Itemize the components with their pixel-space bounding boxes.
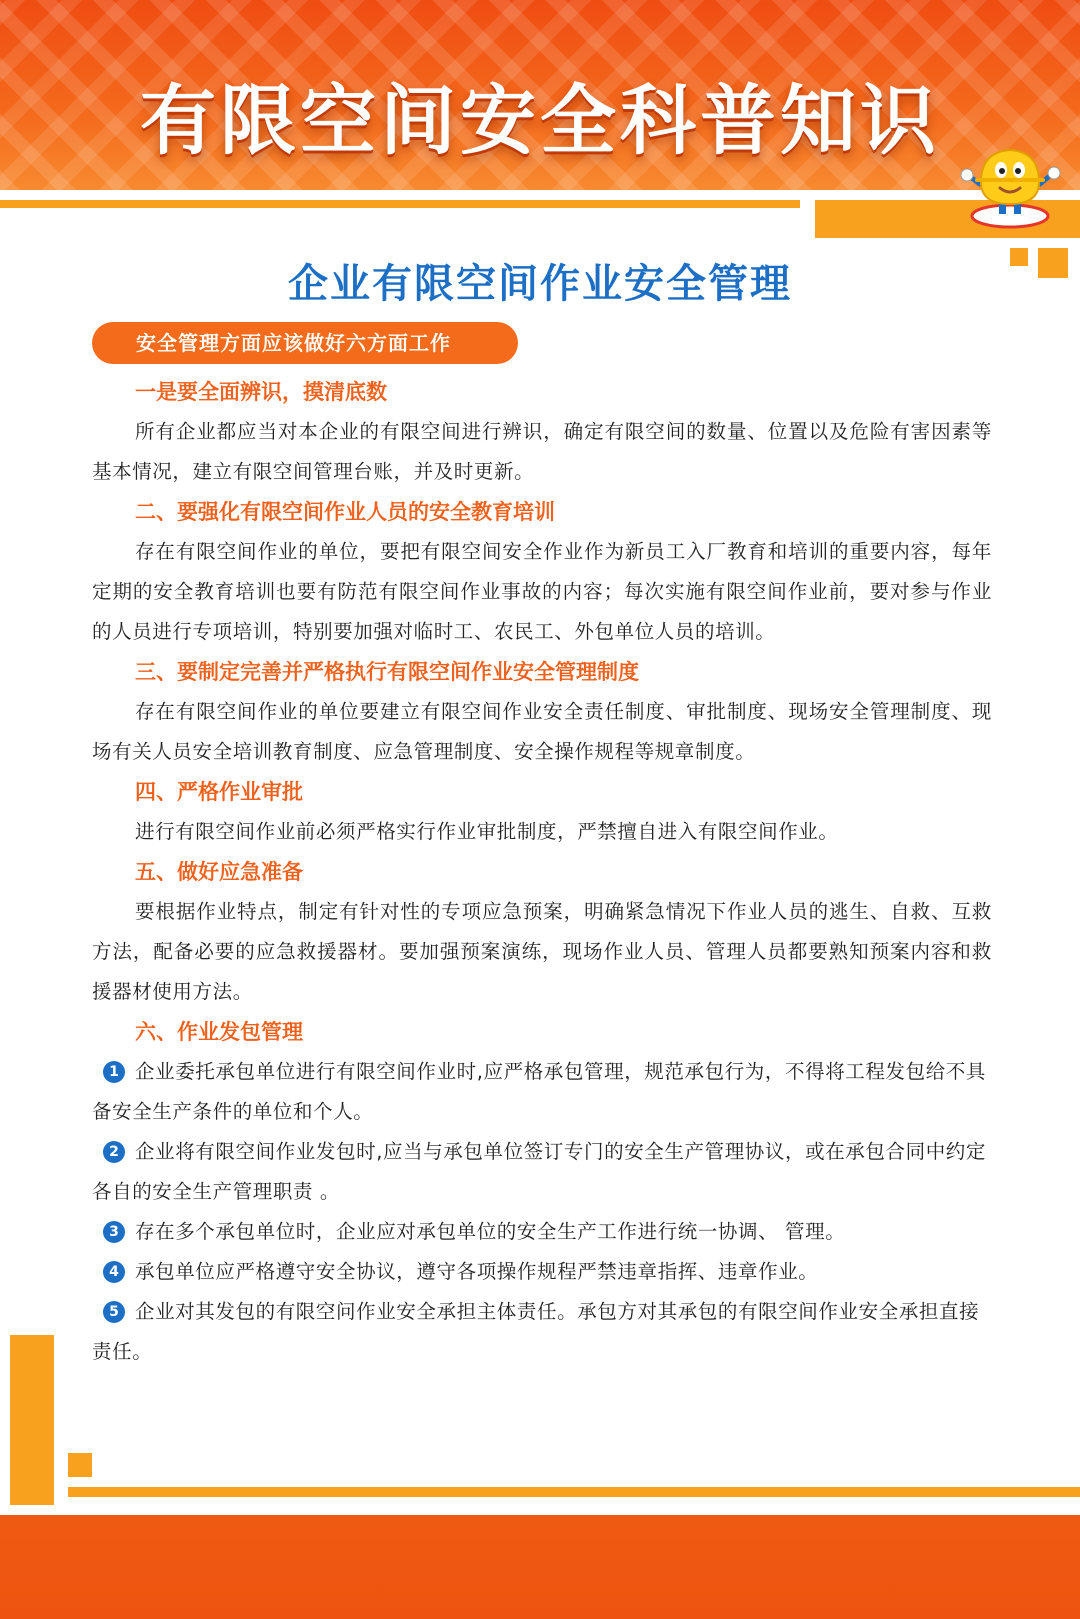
decor-square-bottom	[68, 1453, 92, 1477]
list-item-text: 承包单位应严格遵守安全协议，遵守各项操作规程严禁违章指挥、违章作业。	[135, 1260, 819, 1283]
poster-title: 有限空间安全科普知识	[140, 76, 940, 165]
number-badge: 3	[103, 1221, 125, 1243]
list-item	[92, 1132, 992, 1212]
number-badge: 1	[103, 1061, 125, 1083]
section-heading: 五、做好应急准备	[135, 860, 303, 884]
section-paragraph: 进行有限空间作业前必须严格实行作业审批制度，严禁擅自进入有限空间作业。	[135, 820, 839, 843]
section-paragraph: 存在有限空间作业的单位要建立有限空间作业安全责任制度、审批制度、现场安全管理制度、现场有关人员安全培训教育制度、应急管理制度、安全操作规程等规章制度。	[92, 700, 992, 763]
page-title: 企业有限空间作业安全管理	[288, 261, 792, 307]
section-pill-label: 安全管理方面应该做好六方面工作	[92, 322, 518, 364]
list-item-text: 企业委托承包单位进行有限空间作业时,应严格承包管理，规范承包行为，不得将工程发包给不具备安全生产条件的单位和个人。	[92, 1060, 986, 1123]
header-divider	[0, 190, 1080, 200]
list-item-text: 企业对其发包的有限空问作业安全承担主体责任。承包方对其承包的有限空间作业安全承担直接责任。	[92, 1300, 980, 1363]
section-heading: 一是要全面辨识，摸清底数	[135, 380, 387, 404]
section-heading: 六、作业发包管理	[135, 1020, 303, 1044]
list-item-text: 企业将有限空间作业发包时,应当与承包单位签订专门的安全生产管理协议，或在承包合同中约定各自的安全生产管理职责 。	[92, 1140, 986, 1203]
decor-vertical-bar	[10, 1335, 54, 1505]
section-paragraph: 要根据作业特点，制定有针对性的专项应急预案，明确紧急情况下作业人员的逃生、自救、互救方法，配备必要的应急救援器材。要加强预案演练，现场作业人员、管理人员都要熟知预案内容和救援器材使用方法。	[92, 900, 992, 1003]
list-item	[92, 1252, 992, 1292]
footer-band	[0, 1515, 1080, 1619]
list-item	[92, 1292, 992, 1372]
header-banner	[0, 0, 1080, 190]
bottom-accent-stripe	[68, 1487, 1080, 1497]
section-paragraph: 存在有限空间作业的单位，要把有限空间安全作业作为新员工入厂教育和培训的重要内容，每年定期的安全教育培训也要有防范有限空间作业事故的内容；每次实施有限空间作业前，要对参与作业的人员进行专项培训，特别要加强对临时工、农民工、外包单位人员的培训。	[92, 540, 992, 643]
section-paragraph: 所有企业都应当对本企业的有限空间进行辨识，确定有限空间的数量、位置以及危险有害因素等基本情况，建立有限空间管理台账，并及时更新。	[92, 420, 992, 483]
number-badge: 4	[103, 1261, 125, 1283]
section-heading: 二、要强化有限空间作业人员的安全教育培训	[135, 500, 555, 524]
list-item	[92, 1212, 992, 1252]
section-heading: 四、严格作业审批	[135, 780, 303, 804]
section-heading: 三、要制定完善并严格执行有限空间作业安全管理制度	[135, 660, 639, 684]
safety-helmet-mascot-icon	[955, 140, 1065, 230]
header-accent-stripe	[0, 200, 800, 208]
list-item	[92, 1052, 992, 1132]
list-item-text: 存在多个承包单位时，企业应对承包单位的安全生产工作进行统一协调、 管理。	[135, 1220, 846, 1243]
number-badge: 5	[103, 1301, 125, 1323]
content-body	[92, 372, 992, 1372]
number-badge: 2	[103, 1141, 125, 1163]
